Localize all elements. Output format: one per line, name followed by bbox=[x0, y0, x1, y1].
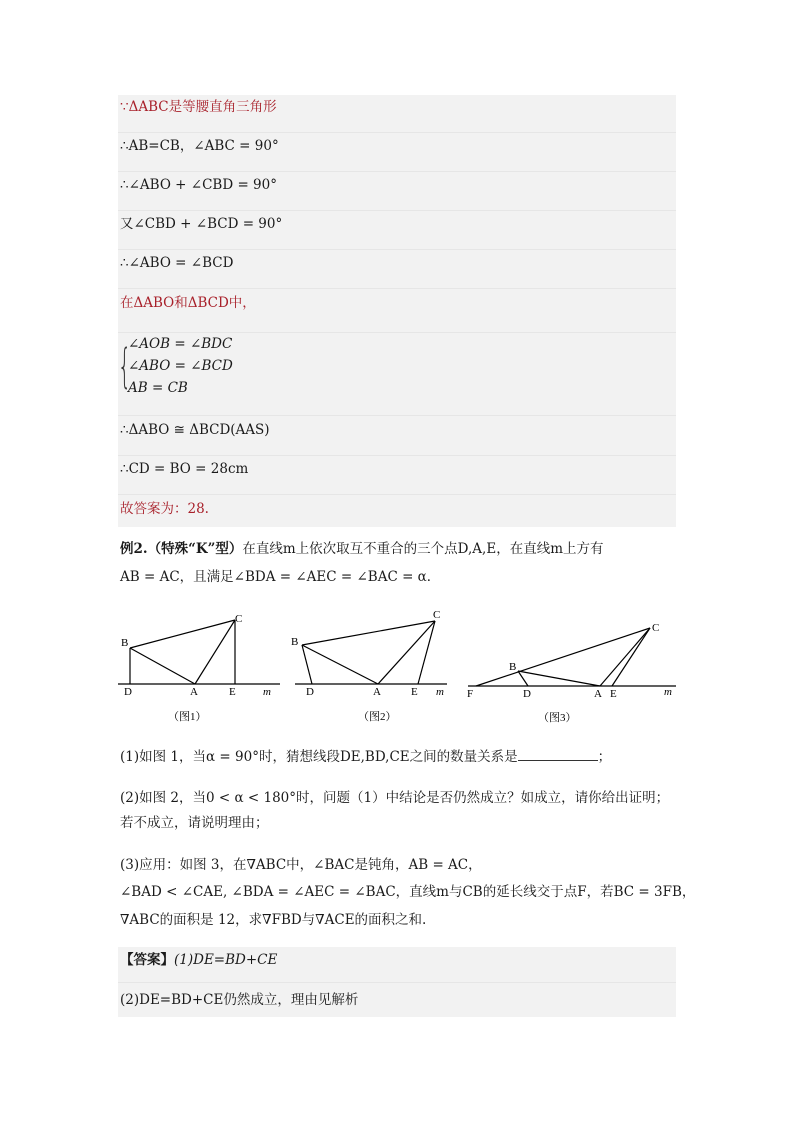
row-divider bbox=[118, 288, 676, 289]
fig2-label-b: B bbox=[291, 636, 299, 648]
solution-line-8: ∴CD = BO = 28cm bbox=[120, 461, 249, 477]
fig3-caption: （图3） bbox=[538, 712, 577, 724]
fig2-label-e: E bbox=[411, 686, 418, 698]
figure-3 bbox=[468, 628, 676, 686]
fig3-label-e: E bbox=[610, 688, 617, 700]
fig1-caption: （图1） bbox=[168, 711, 207, 723]
fig1-labels bbox=[121, 613, 271, 723]
row-divider bbox=[118, 171, 676, 172]
fig3-label-a: A bbox=[594, 688, 602, 700]
question-3-line-1: (3)应用：如图 3，在∇ABC中，∠BAC是钝角，AB = AC， bbox=[120, 857, 482, 873]
answer-1: (1)DE=BD+CE bbox=[174, 952, 278, 968]
question-3-line-3: ∇ABC的面积是 12，求∇FBD与∇ACE的面积之和. bbox=[120, 912, 427, 928]
figure-2 bbox=[295, 621, 447, 684]
solution-line-5: ∴∠ABO = ∠BCD bbox=[120, 255, 234, 271]
fig1-seg-ba bbox=[130, 648, 195, 684]
fig3-seg-fc bbox=[476, 628, 650, 686]
fig3-label-m: m bbox=[664, 686, 672, 698]
answer-label: 【答案】 bbox=[120, 952, 174, 968]
fig2-seg-ba bbox=[302, 645, 378, 684]
system-eq-1: ∠AOB = ∠BDC bbox=[128, 336, 233, 352]
row-divider bbox=[118, 494, 676, 495]
fig2-label-c: C bbox=[433, 609, 441, 621]
row-divider bbox=[118, 455, 676, 456]
fig2-labels bbox=[291, 609, 444, 723]
row-divider bbox=[118, 132, 676, 133]
fig3-label-c: C bbox=[652, 622, 660, 634]
question-3-line-2: ∠BAD < ∠CAE, ∠BDA = ∠AEC = ∠BAC，直线m与CB的延长线交于点F，若BC = 3FB， bbox=[120, 884, 696, 900]
system-brace: { bbox=[118, 339, 132, 393]
solution-line-3: ∴∠ABO + ∠CBD = 90° bbox=[120, 177, 277, 193]
row-divider bbox=[118, 249, 676, 250]
example-text-2: AB = AC，且满足∠BDA = ∠AEC = ∠BAC = α． bbox=[120, 569, 441, 585]
fig1-seg-bc bbox=[130, 620, 235, 648]
solution-line-2: ∴AB=CB，∠ABC = 90° bbox=[120, 138, 279, 154]
example-heading: 例2.（特殊“K”型） bbox=[120, 541, 243, 557]
example-line-1 bbox=[120, 540, 604, 558]
answer-2: (2)DE=BD+CE仍然成立，理由见解析 bbox=[120, 992, 359, 1008]
system-eq-2: ∠ABO = ∠BCD bbox=[128, 358, 233, 374]
fig1-label-c: C bbox=[235, 613, 243, 625]
row-divider bbox=[118, 982, 676, 983]
fig2-seg-bd bbox=[302, 645, 312, 684]
question-1 bbox=[120, 748, 611, 766]
fig3-seg-ba bbox=[518, 671, 600, 686]
row-divider bbox=[118, 415, 676, 416]
solution-line-4: 又∠CBD + ∠BCD = 90° bbox=[120, 216, 283, 232]
fig3-label-b: B bbox=[509, 661, 517, 673]
example-text-1: 在直线m上依次取互不重合的三个点D,A,E，在直线m上方有 bbox=[242, 541, 604, 557]
solution-line-1: ∵ΔABC是等腰直角三角形 bbox=[120, 99, 277, 115]
fig1-label-d: D bbox=[124, 686, 132, 698]
fig3-label-d: D bbox=[523, 688, 531, 700]
fig1-label-b: B bbox=[121, 637, 129, 649]
fig3-seg-bd bbox=[518, 671, 528, 686]
row-divider bbox=[118, 332, 676, 333]
answer-blank bbox=[518, 748, 598, 761]
question-1-end: ； bbox=[597, 749, 612, 765]
row-divider bbox=[118, 210, 676, 211]
answer-line-1 bbox=[120, 951, 277, 969]
fig1-label-e: E bbox=[229, 686, 236, 698]
fig3-seg-ce bbox=[612, 628, 650, 686]
fig1-label-a: A bbox=[190, 686, 198, 698]
system-eq-3: AB = CB bbox=[128, 380, 188, 396]
fig1-label-m: m bbox=[263, 686, 271, 698]
fig2-caption: （图2） bbox=[358, 711, 397, 723]
figure-1 bbox=[118, 620, 280, 684]
solution-answer: 故答案为：28. bbox=[120, 501, 209, 517]
fig2-seg-bc bbox=[302, 621, 435, 645]
figure-set bbox=[0, 600, 794, 740]
fig2-label-d: D bbox=[306, 686, 314, 698]
question-1-text: (1)如图 1，当α = 90°时，猜想线段DE,BD,CE之间的数量关系是 bbox=[120, 749, 518, 765]
solution-line-6: 在ΔABO和ΔBCD中， bbox=[120, 295, 256, 311]
fig3-label-f: F bbox=[467, 688, 474, 700]
question-2-line-1: (2)如图 2，当0 < α < 180°时，问题（1）中结论是否仍然成立？如成立，请你给出证明； bbox=[120, 790, 670, 806]
fig2-label-m: m bbox=[436, 686, 444, 698]
fig2-label-a: A bbox=[373, 686, 381, 698]
solution-line-7: ∴ΔABO ≅ ΔBCD(AAS) bbox=[120, 422, 270, 438]
question-2-line-2: 若不成立，请说明理由； bbox=[120, 815, 269, 831]
